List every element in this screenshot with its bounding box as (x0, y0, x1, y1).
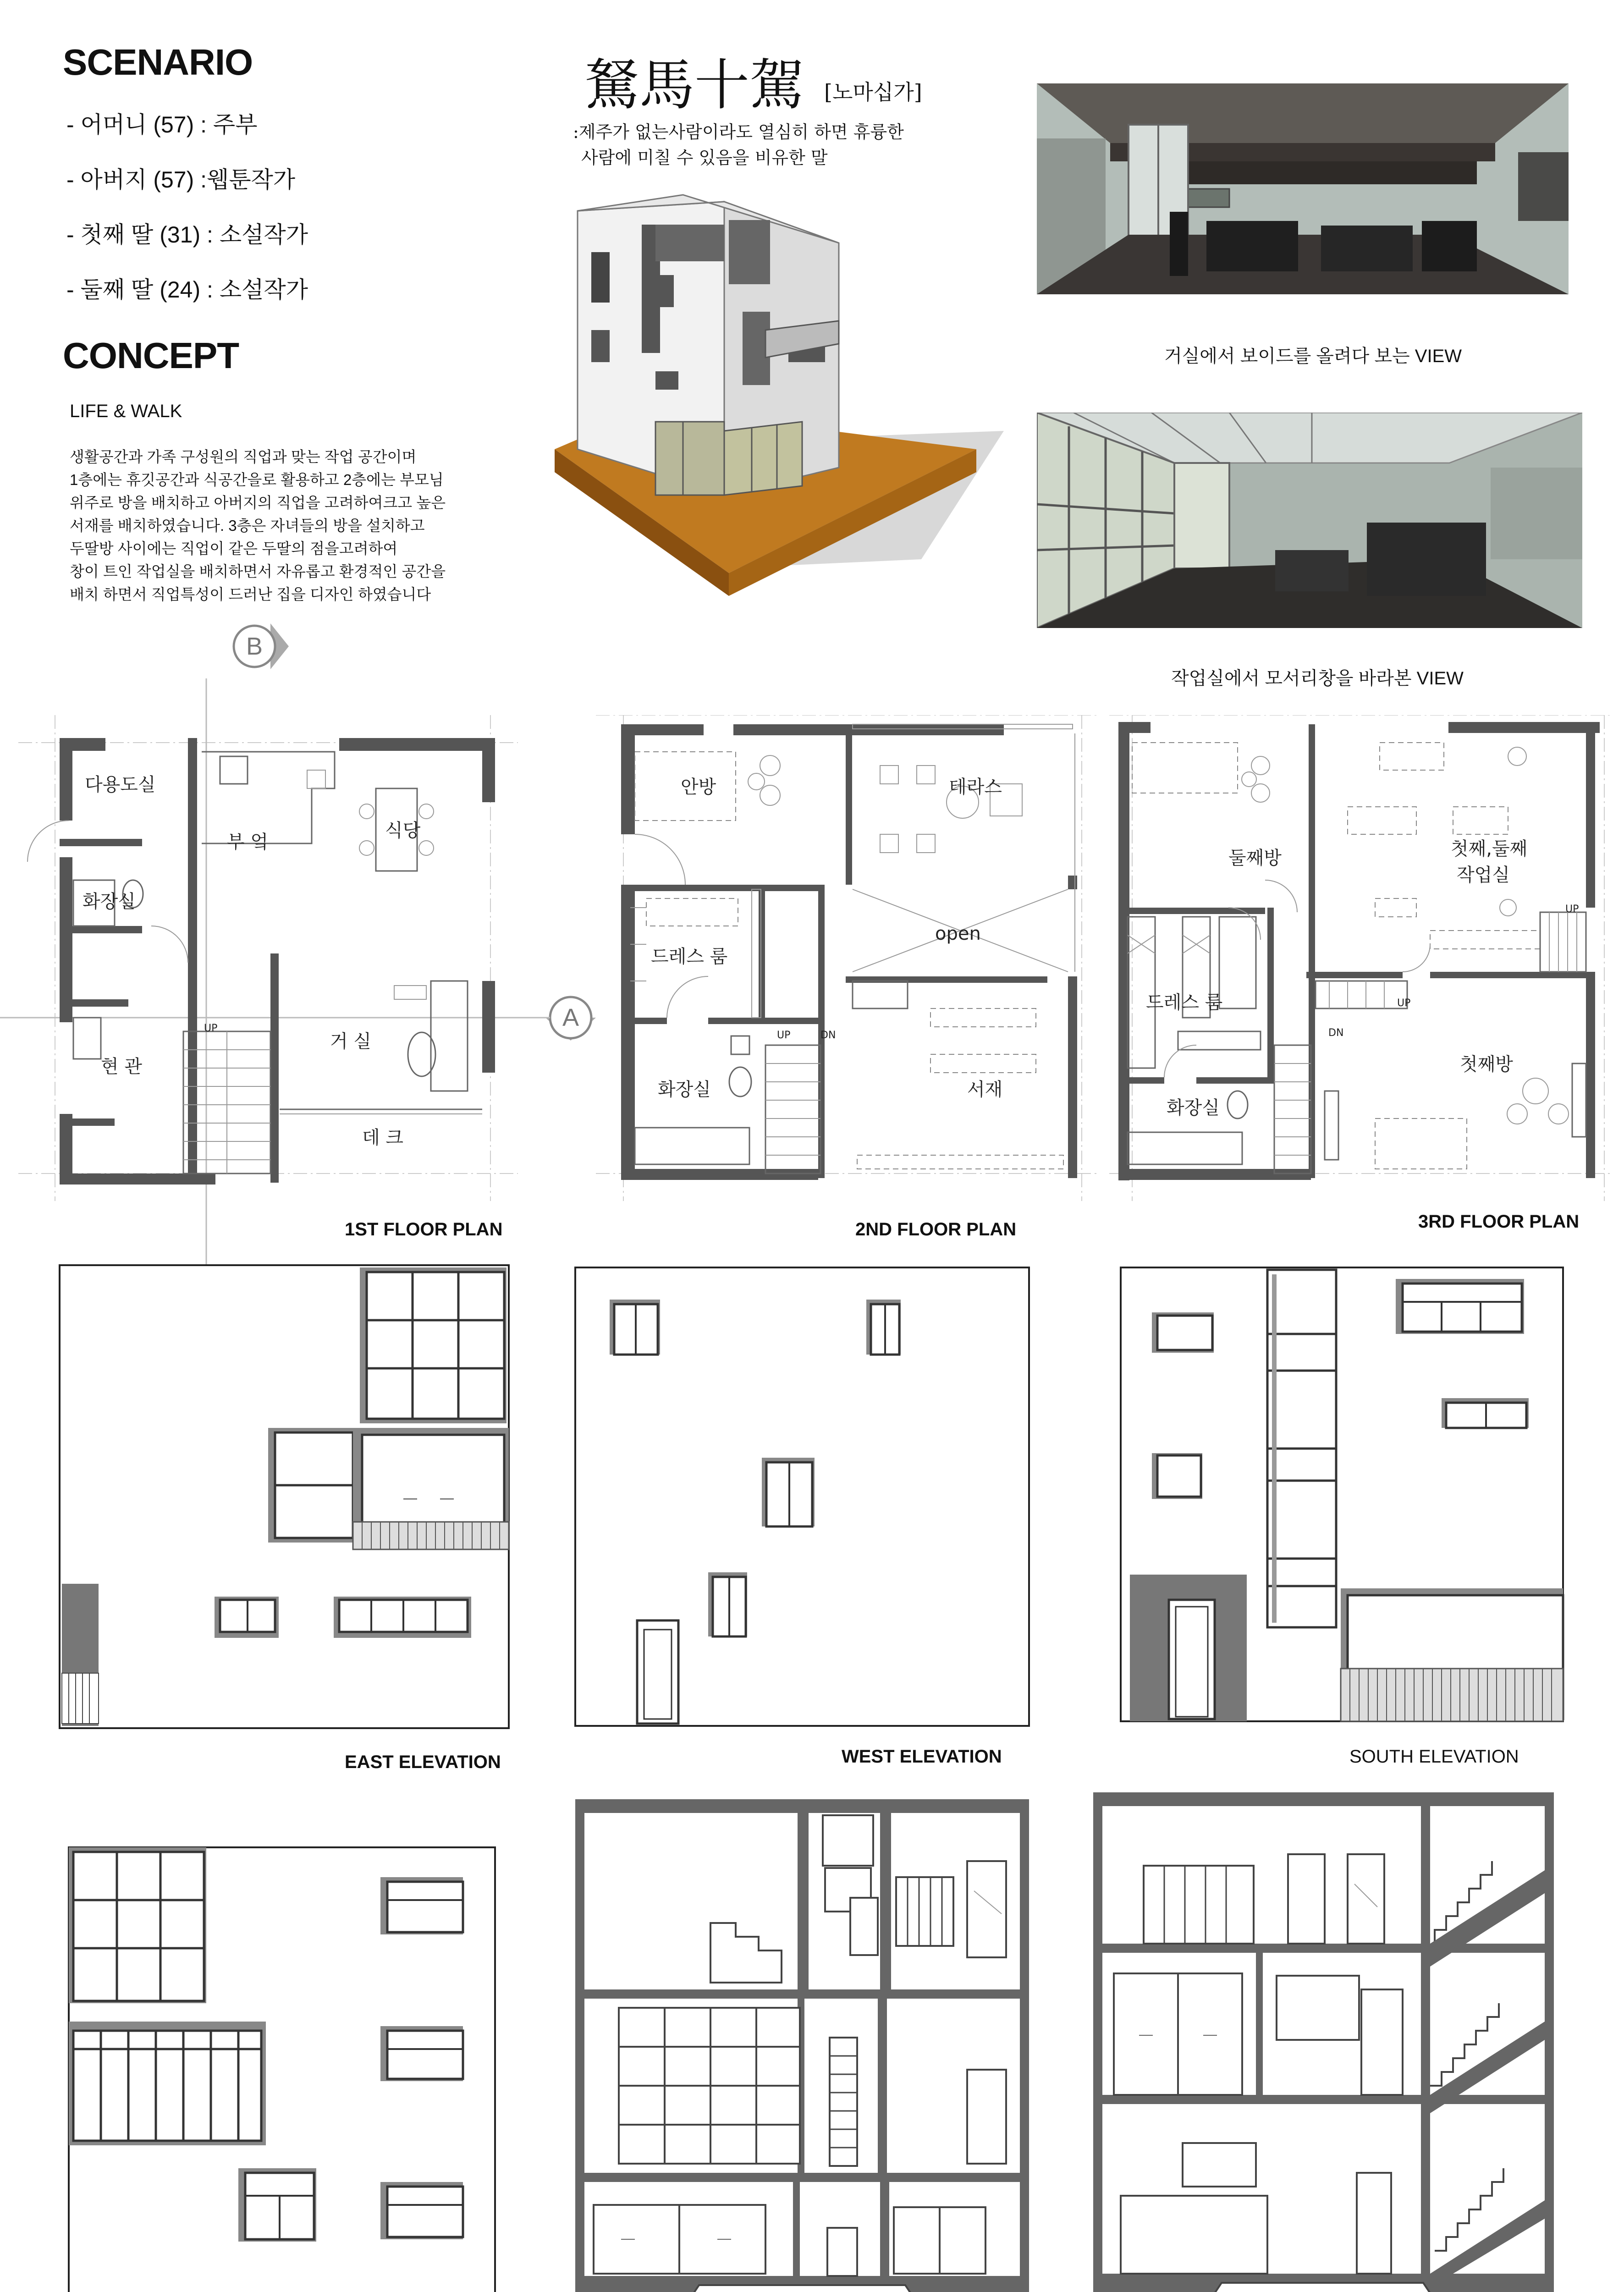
room-entry: 현 관 (101, 1056, 142, 1077)
first-floor-plan (18, 715, 518, 1201)
scenario-item: - 첫째 딸 (31) : 소설작가 (66, 222, 308, 248)
concept-line: 두딸방 사이에는 직업이 같은 두딸의 점을고려하여 (70, 540, 398, 557)
room-dress: 드레스 룸 (651, 946, 728, 967)
south-elevation-caption: SOUTH ELEVATION (1349, 1747, 1519, 1767)
room-master: 안방 (681, 777, 716, 798)
building-3d-model (545, 193, 1004, 605)
third-floor-caption: 3RD FLOOR PLAN (1418, 1212, 1580, 1232)
stair-up-label: UP (1565, 904, 1579, 915)
second-floor-plan (596, 715, 1100, 1201)
title-desc-line: 사람에 미칠 수 있음을 비유한 말 (581, 148, 828, 168)
title-hanja: 駑馬十駕 (584, 54, 804, 117)
east-elevation-caption: EAST ELEVATION (345, 1752, 501, 1772)
room-dress: 드레스 룸 (1146, 992, 1223, 1013)
concept-line: 1층에는 휴깃공간과 식공간을로 활용하고 2층에는 부모님 (70, 471, 444, 488)
scenario-heading: SCENARIO (63, 42, 253, 83)
studio-window-view-render (1037, 413, 1582, 628)
concept-line: 위주로 방을 배치하고 아버지의 직업을 고려하여크고 높은 (70, 494, 446, 511)
stair-down-label: DN (820, 1030, 836, 1041)
room-study: 서재 (967, 1079, 1003, 1100)
concept-line: 서재를 배치하였습니다. 3층은 자녀들의 방을 설치하고 (70, 517, 425, 534)
room-kitchen: 부 엌 (227, 832, 268, 853)
section-a-label: A (562, 1004, 579, 1031)
room-open: open (935, 923, 981, 944)
concept-line: 배치 하면서 직업특성이 드러난 집을 디자인 하였습니다 (70, 586, 431, 603)
concept-line: 생활공간과 가족 구성원의 직업과 맞는 작업 공간이며 (70, 448, 417, 465)
concept-line: 창이 트인 작업실을 배치하면서 자유롭고 환경적인 공간을 (70, 563, 446, 580)
concept-heading: CONCEPT (63, 335, 239, 376)
south-elevation (1118, 1265, 1577, 1728)
stair-up-label: UP (777, 1030, 791, 1041)
room-terrace: 테라스 (949, 777, 1002, 798)
view1-caption: 거실에서 보이드를 올려다 보는 VIEW (1164, 346, 1462, 366)
section-b-label: B (246, 633, 263, 660)
room-studio-line1: 첫째,둘째 (1451, 838, 1528, 860)
room-living: 거 실 (330, 1031, 371, 1052)
north-elevation (64, 1843, 500, 2292)
living-void-view-render (1037, 83, 1569, 294)
stair-up-label: UP (204, 1023, 218, 1034)
view2-caption: 작업실에서 모서리창을 바라본 VIEW (1171, 668, 1464, 689)
west-elevation-caption: WEST ELEVATION (842, 1747, 1002, 1767)
title-desc-line: :제주가 없는사람이라도 열심히 하면 휴륭한 (573, 122, 904, 142)
room-utility: 다용도실 (85, 774, 156, 795)
third-floor-plan (1109, 715, 1613, 1201)
second-floor-caption: 2ND FLOOR PLAN (855, 1219, 1017, 1240)
stair-up-label: UP (1397, 997, 1411, 1009)
scenario-item: - 둘째 딸 (24) : 소설작가 (66, 277, 308, 303)
room-dining: 식당 (385, 820, 421, 841)
scenario-item: - 어머니 (57) : 주부 (66, 112, 258, 138)
concept-subheading: LIFE & WALK (70, 401, 182, 421)
stair-down-label: DN (1328, 1027, 1344, 1039)
concept-body (70, 446, 482, 606)
room-bath: 화장실 (83, 891, 136, 912)
first-floor-caption: 1ST FLOOR PLAN (345, 1219, 503, 1240)
room-second-daughter: 둘째방 (1228, 848, 1282, 869)
section-b-drawing (1093, 1792, 1556, 2292)
east-elevation (55, 1261, 513, 1733)
scenario-item: - 아버지 (57) :웹툰작가 (66, 167, 296, 193)
room-deck: 데 크 (362, 1127, 403, 1148)
room-bath: 화장실 (1167, 1097, 1220, 1118)
room-bath: 화장실 (658, 1079, 711, 1100)
section-a-drawing (575, 1799, 1034, 2292)
room-first-daughter: 첫째방 (1460, 1054, 1513, 1075)
section-b-marker (225, 614, 298, 688)
title-reading: [노마십가] (824, 80, 922, 105)
title-description (573, 119, 904, 171)
room-studio-line2: 작업실 (1457, 865, 1510, 886)
west-elevation (573, 1265, 1031, 1728)
